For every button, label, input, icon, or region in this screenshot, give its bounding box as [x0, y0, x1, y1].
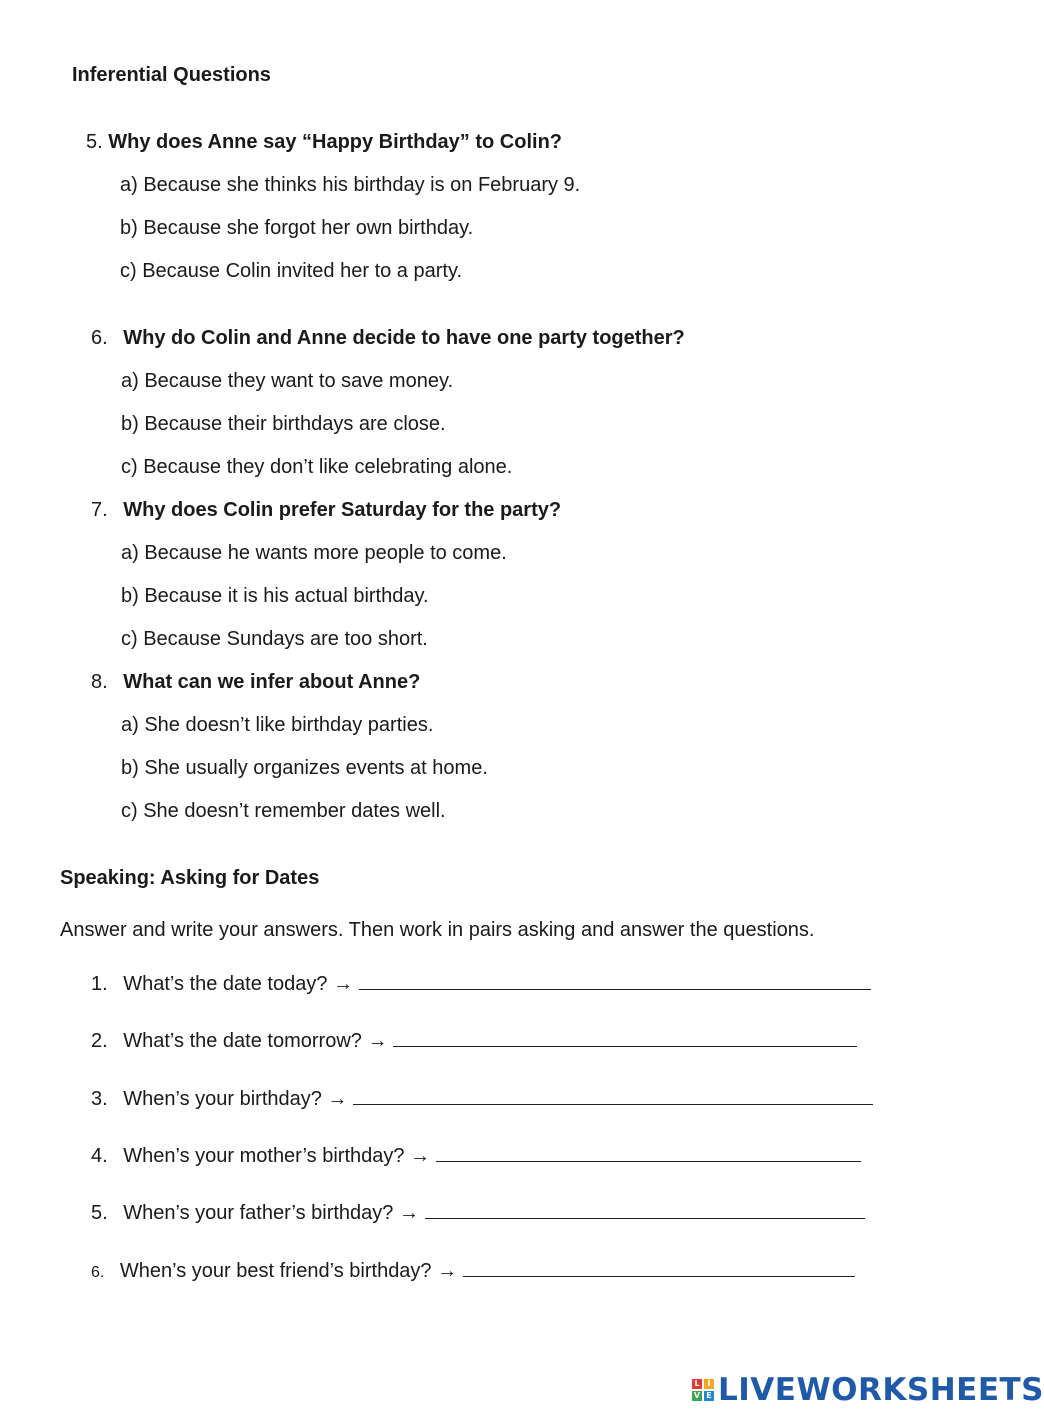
section-heading-speaking: Speaking: Asking for Dates [60, 867, 320, 889]
answer-option[interactable]: c) She doesn’t remember dates well. [121, 800, 446, 822]
question-number: 8. [91, 671, 108, 693]
section-heading-inferential: Inferential Questions [72, 64, 271, 86]
answer-option[interactable]: c) Because Sundays are too short. [121, 628, 428, 650]
speaking-instructions: Answer and write your answers. Then work in pairs asking and answer the questions. [60, 919, 815, 941]
item-number: 1. [91, 973, 108, 995]
question-number: 7. [91, 499, 108, 521]
item-number: 3. [91, 1088, 108, 1110]
speaking-item-4 [91, 1143, 861, 1168]
answer-option[interactable]: a) Because they want to save money. [121, 370, 454, 392]
speaking-item-1 [91, 971, 871, 996]
item-number: 5. [91, 1202, 108, 1224]
item-question: When’s your father’s birthday? → [123, 1202, 419, 1224]
question-6 [91, 327, 685, 350]
answer-option[interactable]: a) She doesn’t like birthday parties. [121, 714, 434, 736]
item-question: When’s your birthday? → [123, 1088, 348, 1110]
answer-blank[interactable] [393, 1028, 857, 1047]
item-number: 4. [91, 1145, 108, 1167]
answer-option[interactable]: b) She usually organizes events at home. [121, 757, 488, 779]
question-text: Why does Anne say “Happy Birthday” to Colin? [108, 131, 562, 153]
answer-option[interactable]: b) Because their birthdays are close. [121, 413, 446, 435]
speaking-item-3 [91, 1086, 873, 1111]
question-number: 6. [91, 327, 108, 349]
answer-option[interactable]: c) Because Colin invited her to a party. [120, 260, 463, 282]
answer-blank[interactable] [463, 1258, 855, 1277]
answer-option[interactable]: c) Because they don’t like celebrating alone. [121, 456, 513, 478]
answer-option[interactable]: a) Because she thinks his birthday is on February 9. [120, 174, 581, 196]
answer-option[interactable]: b) Because she forgot her own birthday. [120, 217, 474, 239]
question-text: Why do Colin and Anne decide to have one party together? [123, 327, 685, 349]
question-5 [86, 131, 562, 154]
answer-blank[interactable] [353, 1086, 873, 1105]
item-question: What’s the date tomorrow? → [123, 1030, 388, 1052]
answer-blank[interactable] [425, 1200, 865, 1219]
answer-blank[interactable] [359, 971, 871, 990]
answer-option[interactable]: b) Because it is his actual birthday. [121, 585, 429, 607]
liveworksheets-logo [692, 1372, 1044, 1408]
question-text: Why does Colin prefer Saturday for the party? [123, 499, 562, 521]
speaking-item-5 [91, 1200, 865, 1225]
question-8 [91, 671, 420, 694]
speaking-item-6 [91, 1258, 855, 1283]
question-number: 5. [86, 131, 103, 153]
question-7 [91, 499, 561, 522]
liveworksheets-mark-icon: L I V E [692, 1379, 714, 1401]
answer-blank[interactable] [436, 1143, 861, 1162]
item-question: When’s your mother’s birthday? → [123, 1145, 431, 1167]
item-number: 2. [91, 1030, 108, 1052]
item-number: 6. [91, 1264, 105, 1281]
logo-text: LIVEWORKSHEETS [718, 1372, 1044, 1408]
question-text: What can we infer about Anne? [123, 671, 421, 693]
speaking-item-2 [91, 1028, 857, 1053]
item-question: When’s your best friend’s birthday? → [119, 1260, 458, 1282]
answer-option[interactable]: a) Because he wants more people to come. [121, 542, 507, 564]
item-question: What’s the date today? → [123, 973, 354, 995]
